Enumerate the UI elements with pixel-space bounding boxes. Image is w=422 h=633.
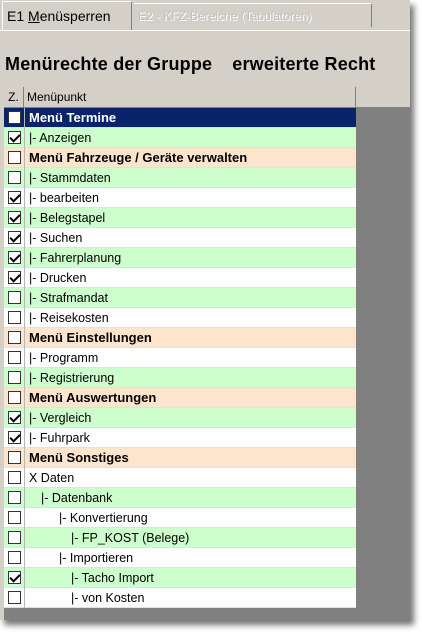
cell-divider <box>24 548 25 568</box>
cell-divider <box>24 348 25 368</box>
table-row[interactable] <box>4 428 356 448</box>
heading-extended-rights: erweiterte Recht <box>232 54 376 74</box>
row-checkbox[interactable] <box>8 151 21 164</box>
cell-divider <box>24 248 25 268</box>
column-header-menu-item[interactable]: Menüpunkt <box>24 87 356 107</box>
table-row[interactable] <box>4 508 356 528</box>
menu-item-label: |- Strafmandat <box>29 291 108 305</box>
row-checkbox[interactable] <box>8 451 21 464</box>
menu-item-label: |- Reisekosten <box>29 311 109 325</box>
cell-divider <box>24 148 25 168</box>
row-checkbox[interactable] <box>8 431 21 444</box>
menu-item-label: |- FP_KOST (Belege) <box>71 531 190 545</box>
cell-divider <box>24 408 25 428</box>
cell-divider <box>24 168 25 188</box>
row-checkbox[interactable] <box>8 271 21 284</box>
menu-item-label: |- Anzeigen <box>29 131 92 145</box>
row-checkbox[interactable] <box>8 371 21 384</box>
grid-rows <box>4 108 356 608</box>
menu-group-label: Menü Einstellungen <box>29 330 152 345</box>
menu-item-label: |- Registrierung <box>29 371 115 385</box>
grid-empty-area <box>356 108 410 620</box>
table-row[interactable] <box>4 108 356 128</box>
cell-divider <box>24 388 25 408</box>
menu-item-label: |- Konvertierung <box>59 511 148 525</box>
cell-divider <box>24 448 25 468</box>
row-checkbox[interactable] <box>8 571 21 584</box>
table-row[interactable] <box>4 408 356 428</box>
menu-group-label: Menü Sonstiges <box>29 450 129 465</box>
tab-strip <box>0 0 410 31</box>
row-checkbox[interactable] <box>8 211 21 224</box>
row-checkbox[interactable] <box>8 191 21 204</box>
tab-label-rest: enüsperren <box>39 8 111 24</box>
cell-divider <box>24 268 25 288</box>
menu-group-label: Menü Fahrzeuge / Geräte verwalten <box>29 150 248 165</box>
tab-strip-filler <box>372 0 410 30</box>
tab-kfz-bereiche[interactable]: E2 - KFZ-Bereiche (Tabulatoren) <box>134 3 372 27</box>
column-header-check[interactable]: Z. <box>4 87 24 107</box>
menu-item-label: |- Stammdaten <box>29 171 111 185</box>
row-checkbox[interactable] <box>8 351 21 364</box>
table-row[interactable] <box>4 148 356 168</box>
row-checkbox[interactable] <box>8 491 21 504</box>
cell-divider <box>24 328 25 348</box>
cell-divider <box>24 108 25 128</box>
tab-label-mnemonic: M <box>28 8 40 24</box>
row-checkbox[interactable] <box>8 391 21 404</box>
menu-item-label: |- Fuhrpark <box>29 431 90 445</box>
row-checkbox[interactable] <box>8 591 21 604</box>
table-row[interactable] <box>4 328 356 348</box>
table-row[interactable] <box>4 548 356 568</box>
menu-group-label: Menü Auswertungen <box>29 390 157 405</box>
heading-group-rights: Menürechte der Gruppe <box>5 54 213 74</box>
row-checkbox[interactable] <box>8 311 21 324</box>
table-row[interactable] <box>4 288 356 308</box>
grid-header <box>4 87 410 108</box>
table-row[interactable] <box>4 348 356 368</box>
menu-item-label: X Daten <box>29 471 75 485</box>
table-row[interactable] <box>4 468 356 488</box>
cell-divider <box>24 528 25 548</box>
table-row[interactable] <box>4 588 356 608</box>
table-row[interactable] <box>4 228 356 248</box>
table-row[interactable] <box>4 448 356 468</box>
table-row[interactable] <box>4 268 356 288</box>
table-row[interactable] <box>4 308 356 328</box>
table-row[interactable] <box>4 208 356 228</box>
menu-item-label: |- Fahrerplanung <box>29 251 122 265</box>
menu-item-label: |- von Kosten <box>71 591 145 605</box>
menu-item-label: |- Importieren <box>59 551 134 565</box>
cell-divider <box>24 208 25 228</box>
cell-divider <box>24 468 25 488</box>
menu-item-label: |- Belegstapel <box>29 211 106 225</box>
cell-divider <box>24 128 25 148</box>
menu-item-label: |- Tacho Import <box>71 571 154 585</box>
menu-item-label: |- Programm <box>29 351 99 365</box>
row-checkbox[interactable] <box>8 291 21 304</box>
row-checkbox[interactable] <box>8 251 21 264</box>
cell-divider <box>24 368 25 388</box>
menu-item-label: |- Datenbank <box>41 491 113 505</box>
menu-item-label: |- Vergleich <box>29 411 92 425</box>
row-checkbox[interactable] <box>8 331 21 344</box>
row-checkbox[interactable] <box>8 471 21 484</box>
table-row[interactable] <box>4 488 356 508</box>
row-checkbox[interactable] <box>8 531 21 544</box>
row-checkbox[interactable] <box>8 111 21 124</box>
menu-group-label: Menü Termine <box>29 110 117 125</box>
cell-divider <box>24 588 25 608</box>
row-checkbox[interactable] <box>8 171 21 184</box>
cell-divider <box>24 228 25 248</box>
cell-divider <box>24 288 25 308</box>
table-row[interactable] <box>4 128 356 148</box>
cell-divider <box>24 568 25 588</box>
table-row[interactable] <box>4 528 356 548</box>
cell-divider <box>24 508 25 528</box>
tab-menuesperren[interactable] <box>2 1 132 30</box>
cell-divider <box>24 188 25 208</box>
row-checkbox[interactable] <box>8 411 21 424</box>
table-row[interactable] <box>4 368 356 388</box>
table-row[interactable] <box>4 388 356 408</box>
row-checkbox[interactable] <box>8 231 21 244</box>
menu-item-label: |- Suchen <box>29 231 83 245</box>
row-checkbox[interactable] <box>8 131 21 144</box>
cell-divider <box>24 488 25 508</box>
tab-label-prefix: E1 <box>7 8 29 24</box>
table-row[interactable] <box>4 568 356 588</box>
row-checkbox[interactable] <box>8 511 21 524</box>
table-row[interactable] <box>4 188 356 208</box>
menu-item-label: |- Drucken <box>29 271 87 285</box>
menu-rights-grid <box>4 87 410 620</box>
row-checkbox[interactable] <box>8 551 21 564</box>
cell-divider <box>24 428 25 448</box>
menu-item-label: |- bearbeiten <box>29 191 99 205</box>
table-row[interactable] <box>4 248 356 268</box>
table-row[interactable] <box>4 168 356 188</box>
page-heading <box>5 54 376 75</box>
cell-divider <box>24 308 25 328</box>
